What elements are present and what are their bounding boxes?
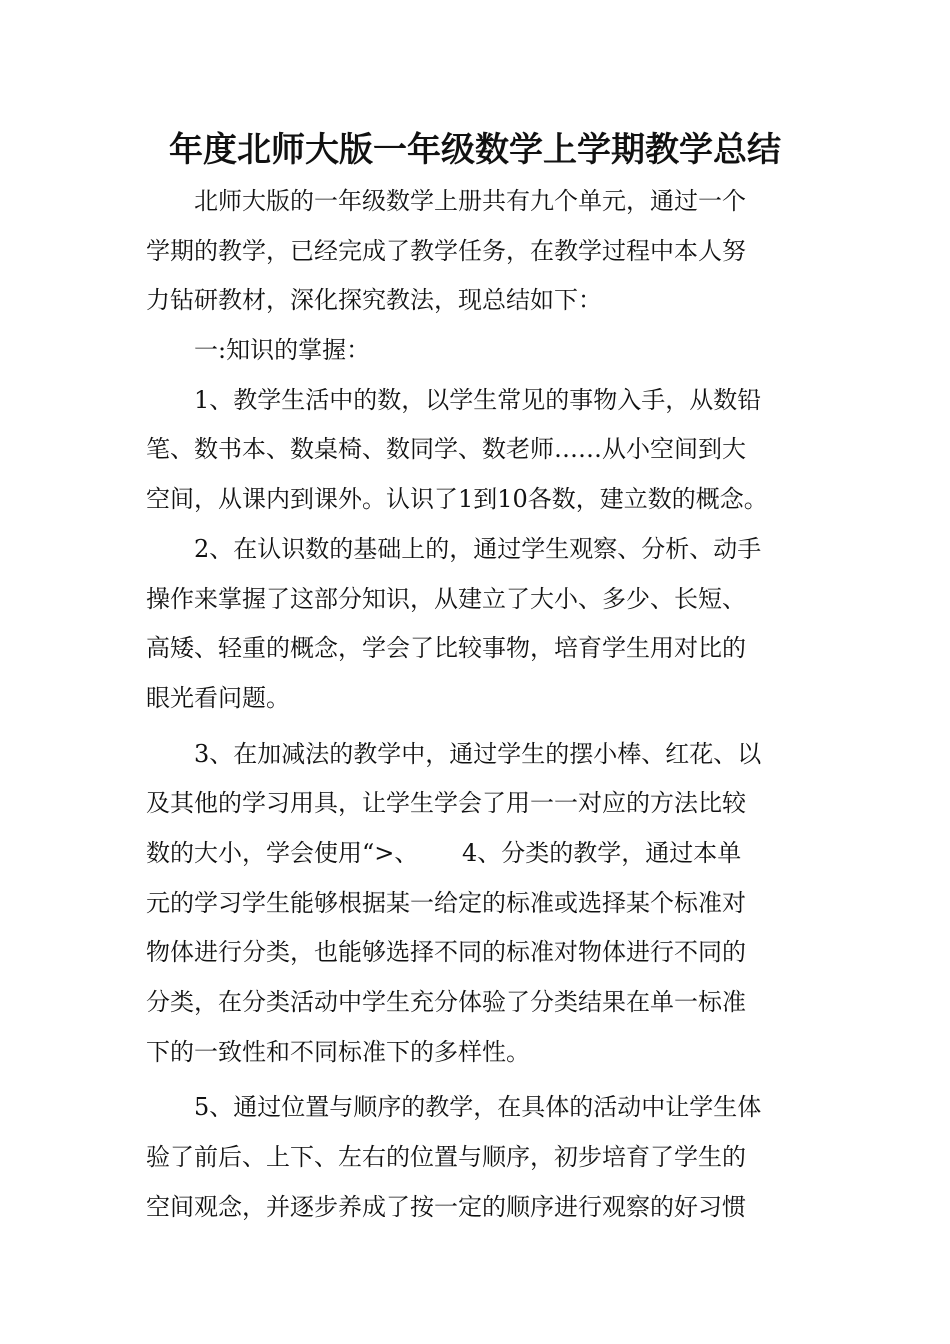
paragraph-line: 下的一致性和不同标准下的多样性。 [146, 1037, 530, 1066]
paragraph-line: 5、通过位置与顺序的教学，在具体的活动中让学生体 [194, 1093, 762, 1122]
paragraph-line: 笔、数书本、数桌椅、数同学、数老师……从小空间到大 [146, 435, 746, 464]
paragraph-line: 学期的教学，已经完成了教学任务，在教学过程中本人努 [146, 236, 746, 265]
document-title: 年度北师大版一年级数学上学期教学总结 [169, 130, 781, 170]
paragraph-line: 物体进行分类，也能够选择不同的标准对物体进行不同的 [146, 938, 746, 967]
paragraph-line: 空间观念，并逐步养成了按一定的顺序进行观察的好习惯 [146, 1192, 746, 1221]
paragraph-line: 眼光看问题。 [146, 683, 290, 712]
paragraph-line: 操作来掌握了这部分知识，从建立了大小、多少、长短、 [146, 584, 746, 613]
paragraph-line: 分类，在分类活动中学生充分体验了分类结果在单一标准 [146, 988, 746, 1016]
paragraph-line: 空间，从课内到课外。认识了1到10各数，建立数的概念。 [146, 485, 768, 514]
paragraph-line: 2、在认识数的基础上的，通过学生观察、分析、动手 [194, 534, 762, 563]
document-body [146, 177, 806, 1232]
paragraph-line: 及其他的学习用具，让学生学会了用一一对应的方法比较 [146, 789, 746, 818]
paragraph-line: 元的学习学生能够根据某一给定的标准或选择某个标准对 [146, 888, 746, 917]
paragraph-line: 力钻研教材，深化探究教法，现总结如下： [146, 286, 602, 315]
paragraph-line: 验了前后、上下、左右的位置与顺序，初步培育了学生的 [146, 1143, 746, 1172]
paragraph-line: 1、教学生活中的数，以学生常见的事物入手，从数铅 [194, 385, 762, 414]
paragraph-line: 数的大小，学会使用“>、 4、分类的教学，通过本单 [146, 838, 742, 867]
paragraph-line: 高矮、轻重的概念，学会了比较事物，培育学生用对比的 [146, 634, 746, 663]
paragraph-line: 北师大版的一年级数学上册共有九个单元，通过一个 [194, 187, 746, 215]
paragraph-line: 3、在加减法的教学中，通过学生的摆小棒、红花、以 [194, 739, 762, 768]
section-heading: 一:知识的掌握： [194, 336, 371, 365]
